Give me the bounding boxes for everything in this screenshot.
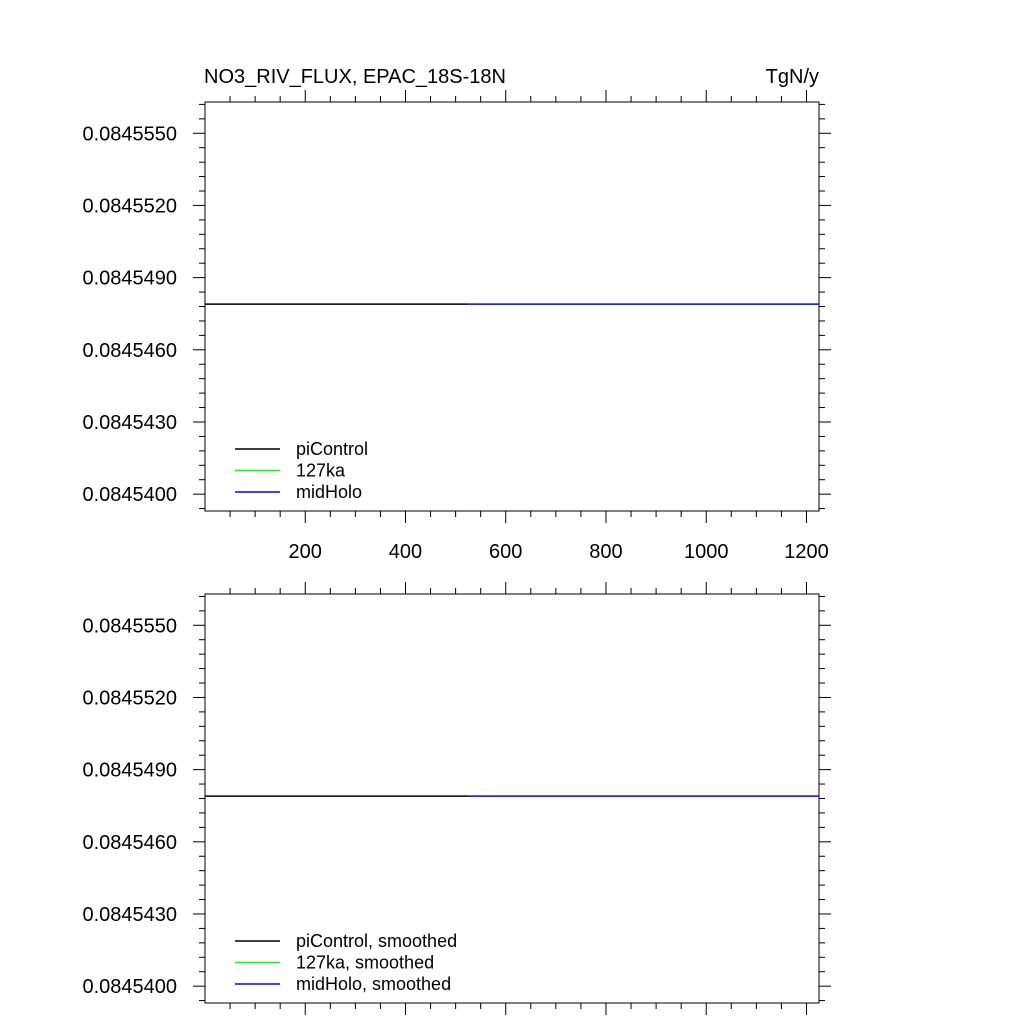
x-tick-label: 200 xyxy=(288,541,322,563)
legend-label: piControl, smoothed xyxy=(296,931,458,951)
x-tick-label: 400 xyxy=(388,541,423,563)
y-tick-label: 0.0845490 xyxy=(82,759,177,782)
y-tick-label: 0.0845430 xyxy=(82,903,177,926)
y-tick-label: 0.0845550 xyxy=(82,615,177,638)
y-tick-label: 0.0845460 xyxy=(82,831,177,854)
legend-label: midHolo, smoothed xyxy=(296,974,452,994)
y-tick-label: 0.0845430 xyxy=(82,411,177,434)
legend-label: 127ka xyxy=(296,460,346,481)
y-tick-label: 0.0845520 xyxy=(82,195,177,218)
bottom-panel xyxy=(82,582,831,1015)
legend-label: piControl xyxy=(296,439,369,459)
y-tick-label: 0.0845520 xyxy=(82,687,177,710)
y-tick-label: 0.0845460 xyxy=(82,339,177,362)
chart-title: NO3_RIV_FLUX, EPAC_18S-18N xyxy=(204,66,506,88)
y-tick-label: 0.0845400 xyxy=(82,484,177,507)
units-label: TgN/y xyxy=(765,66,819,88)
x-tick-label: 800 xyxy=(589,541,623,563)
y-tick-label: 0.0845400 xyxy=(82,976,177,999)
legend-label: 127ka, smoothed xyxy=(296,952,435,973)
legend-label: midHolo xyxy=(296,482,363,502)
top-panel xyxy=(82,90,831,563)
y-tick-label: 0.0845490 xyxy=(82,267,177,290)
x-tick-label: 1200 xyxy=(784,541,829,563)
y-tick-label: 0.0845550 xyxy=(82,123,177,146)
x-tick-label: 1000 xyxy=(683,541,729,563)
x-tick-label: 600 xyxy=(489,541,523,563)
